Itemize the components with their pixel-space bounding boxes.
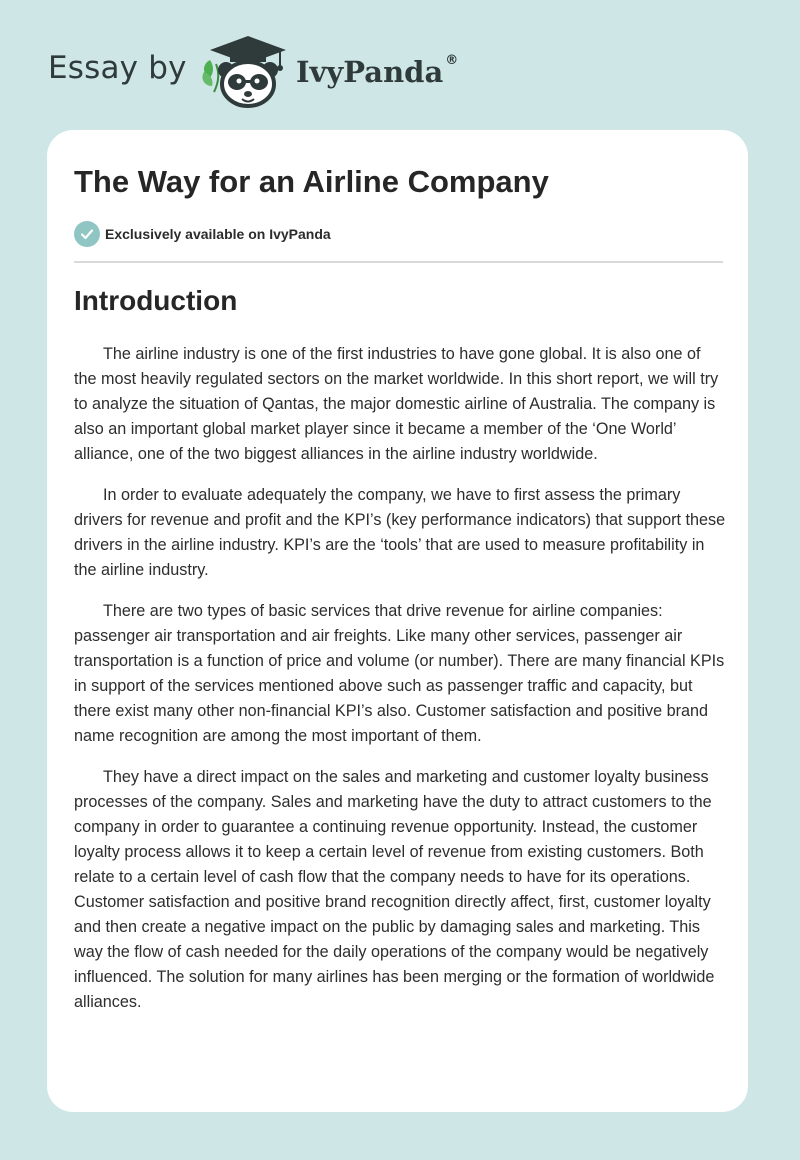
page-title: The Way for an Airline Company xyxy=(74,164,549,199)
brand-label: IvyPanda xyxy=(296,55,444,89)
exclusive-badge-label: Exclusively available on IvyPanda xyxy=(105,226,331,242)
paragraph: They have a direct impact on the sales and marketing and customer loyalty business processes of the company. Sales and marketing have the duty to attract customers to the company in order to guarantee a continuing revenue opportunity. Instead, the customer loyalty process allows it to keep a certain level of revenue from existing customers. Both relate to a certain level of cash flow that the company needs to have for its operations. Customer satisfaction and positive brand recognition directly affect, first, customer loyalty and then create a negative impact on the public by damaging sales and marketing. This way the flow of cash needed for the daily operations of the company would be negatively influenced. The solution for many airlines has been merging or the formation of worldwide alliances. xyxy=(74,768,715,1011)
registered-mark: ® xyxy=(445,53,459,68)
exclusive-badge xyxy=(74,221,331,247)
paragraph: There are two types of basic services that drive revenue for airline companies: passenger air transportation and air freights. Like many other services, passenger air transportation is a function of price and volume (or number). There are many financial KPIs in support of the services mentioned above such as passenger traffic and capacity, but there exist many other non-financial KPI’s also. Customer satisfaction and positive brand name recognition are among the most important of them. xyxy=(74,602,725,745)
ivypanda-logo-link[interactable] xyxy=(200,34,296,110)
site-header xyxy=(0,0,800,130)
brand-name xyxy=(296,55,458,89)
title-divider xyxy=(74,261,723,263)
paragraph: In order to evaluate adequately the company, we have to first assess the primary drivers for revenue and profit and the KPI’s (key performance indicators) that support these drivers in the airline industry. KPI’s are the ‘tools’ that are used to measure profitability in the airline industry. xyxy=(74,486,726,579)
essay-by-label: Essay by xyxy=(48,50,187,86)
essay-card xyxy=(47,130,748,1112)
article-body xyxy=(74,342,726,1031)
section-title-introduction: Introduction xyxy=(74,285,238,316)
paragraph: The airline industry is one of the first industries to have gone global. It is also one of the most heavily regulated sectors on the market worldwide. In this short report, we will try to analyze the situation of Qantas, the major domestic airline of Australia. The company is also an important global market player since it became a member of the ‘One World’ alliance, one of the two biggest alliances in the airline industry worldwide. xyxy=(74,345,719,463)
check-circle-icon xyxy=(74,221,100,247)
panda-graduate-icon xyxy=(200,34,296,110)
